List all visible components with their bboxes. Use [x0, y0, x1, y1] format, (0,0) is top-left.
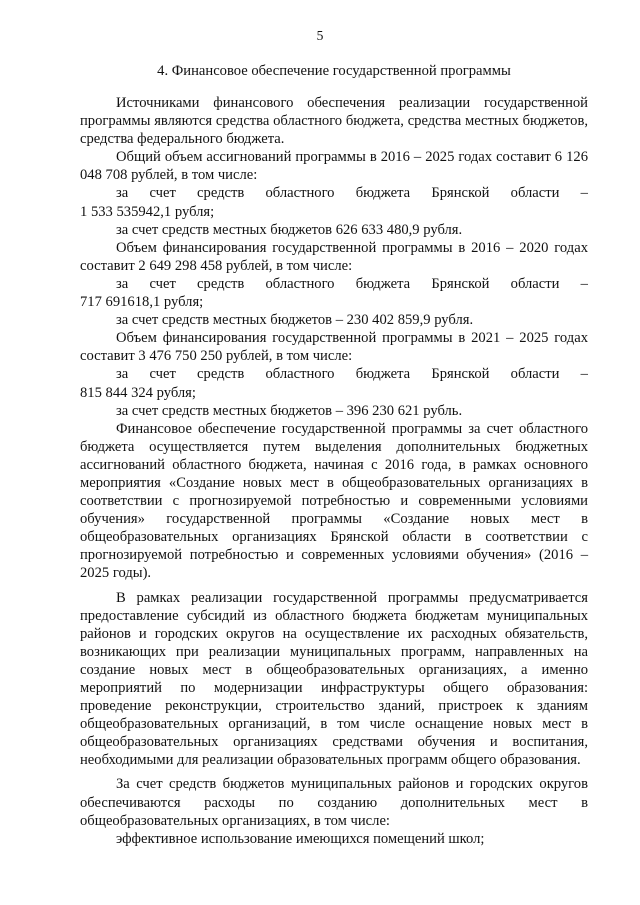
word: области: [510, 366, 560, 383]
word: средств: [197, 366, 245, 383]
word: –: [580, 366, 588, 383]
paragraph-funding-2016-2020: Объем финансирования государственной программы в 2016 – 2020 годах составит 2 649 298 458 рублей, в том числе:: [80, 239, 588, 274]
word: за: [116, 275, 129, 292]
word: за: [116, 366, 129, 383]
page-number: 5: [316, 28, 324, 43]
paragraph-regional-financing: Финансовое обеспечение государственной программы за счет областного бюджета осуществляется путем выделения дополнительных бюджетных ассигнований областного бюджета, начиная с 2016 года, в рамках основного мероприятия «Создание новых мест в общеобразовательных организациях в соответствии с прогнозируемой потребностью и современными условиями обучения» государственной программы «Создание новых мест в общеобразовательных организациях Брянской области в соответствии с прогнозируемой потребностью и современных условиями обучения» (2016 – 2025 годы).: [80, 420, 588, 582]
word: счет: [149, 275, 176, 292]
word: бюджета: [355, 185, 411, 202]
paragraph-local-budget-2021-2025: за счет средств местных бюджетов – 396 230 621 рубль.: [116, 402, 463, 419]
word: счет: [149, 185, 176, 202]
word: средств: [197, 275, 245, 292]
word: –: [580, 275, 588, 292]
word: областного: [265, 366, 335, 383]
paragraph-school-premises: эффективное использование имеющихся помещений школ;: [116, 830, 485, 847]
paragraph-funding-2021-2025: Объем финансирования государственной программы в 2021 – 2025 годах составит 3 476 750 250 рублей, в том числе:: [80, 330, 588, 365]
word: Брянской: [431, 185, 490, 202]
regional-budget-line-total: [80, 184, 588, 202]
regional-budget-amount-2016-2020: 717 691618,1 рубля;: [80, 294, 204, 311]
word: средств: [197, 185, 245, 202]
section-title: 4. Финансовое обеспечение государственной программы: [157, 63, 511, 79]
paragraph-local-budget-total: за счет средств местных бюджетов 626 633 480,9 рубля.: [116, 221, 463, 238]
regional-budget-line-2016-2020: [80, 275, 588, 293]
word: –: [580, 185, 588, 202]
document-body: [80, 94, 588, 848]
regional-budget-amount-2021-2025: 815 844 324 рубля;: [80, 384, 196, 401]
regional-budget-line-2021-2025: [80, 365, 588, 383]
word: области: [510, 185, 560, 202]
paragraph-total-allocation: Общий объем ассигнований программы в 2016 – 2025 годах составит 6 126 048 708 рублей, в том числе:: [80, 149, 588, 184]
word: за: [116, 185, 129, 202]
word: Брянской: [431, 275, 490, 292]
word: счет: [149, 366, 176, 383]
paragraph-municipal-expenses: За счет средств бюджетов муниципальных районов и городских округов обеспечиваются расходы по созданию дополнительных мест в общеобразовательных организациях, в том числе:: [80, 776, 588, 829]
regional-budget-amount-total: 1 533 535942,1 рубля;: [80, 203, 215, 220]
paragraph-local-budget-2016-2020: за счет средств местных бюджетов – 230 402 859,9 рубля.: [116, 312, 474, 329]
word: областного: [265, 275, 335, 292]
word: бюджета: [355, 275, 411, 292]
paragraph-subsidies: В рамках реализации государственной программы предусматривается предоставление субсидий из областного бюджета бюджетам муниципальных районов и городских округов на осуществление их расходных обязательств, возникающих при реализации муниципальных программ, направленных на создание новых мест в общеобразовательных организациях, а именно мероприятий по модернизации инфраструктуры общего образования: проведение реконструкции, строительство зданий, пристроек к зданиям общеобразовательных организаций, в том числе оснащение новых мест в общеобразовательных организациях средствами обучения и воспитания, необходимыми для реализации образовательных программ общего образования.: [80, 589, 588, 769]
word: областного: [265, 185, 335, 202]
word: Брянской: [431, 366, 490, 383]
word: бюджета: [355, 366, 411, 383]
word: области: [510, 275, 560, 292]
paragraph-funding-sources: Источниками финансового обеспечения реализации государственной программы являются средства областного бюджета, средства местных бюджетов, средства федерального бюджета.: [80, 95, 588, 148]
